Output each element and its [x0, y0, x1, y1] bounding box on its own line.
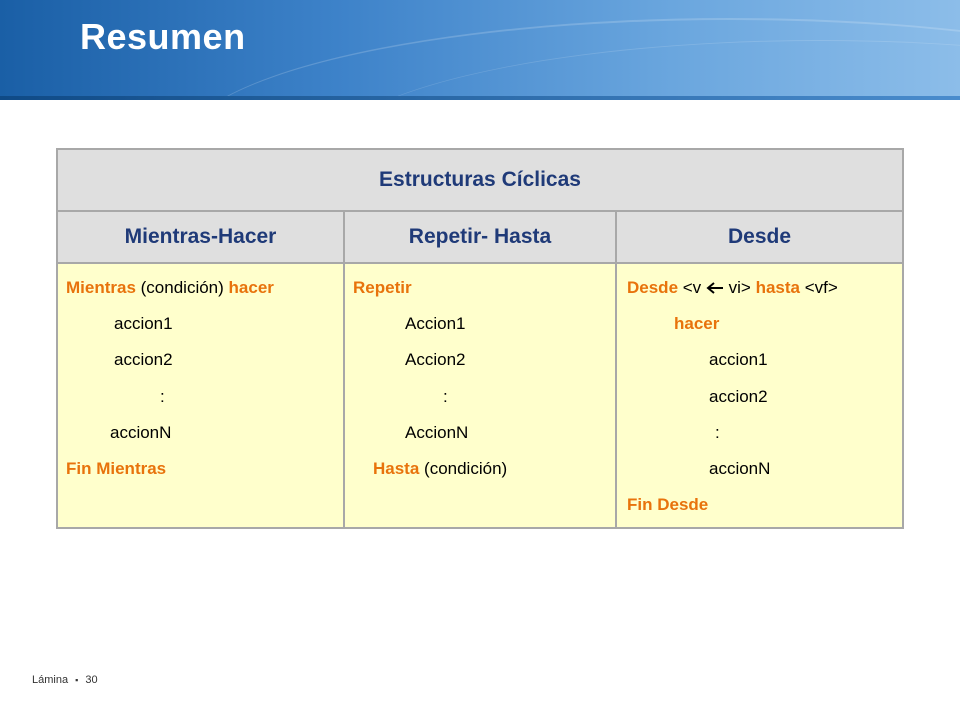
repetir-hasta-cell — [344, 263, 616, 528]
action-line: Accion1 — [405, 314, 466, 334]
ellipsis-line: : — [160, 386, 165, 406]
action-line: accionN — [709, 458, 771, 478]
code-line — [345, 451, 615, 487]
column-header-repetir: Repetir- Hasta — [344, 211, 616, 263]
footer-bullet: ▪ — [75, 675, 79, 685]
action-line: accionN — [110, 422, 172, 442]
final-value-text: <vf> — [799, 278, 838, 297]
keyword-hasta: hasta — [755, 278, 800, 297]
slide-footer — [32, 674, 98, 686]
keyword-repetir: Repetir — [353, 278, 412, 297]
table-header-row — [57, 211, 903, 263]
action-line: accion1 — [114, 314, 173, 334]
action-line: accion2 — [709, 386, 768, 406]
keyword-hasta: Hasta — [373, 458, 420, 478]
range-text: <v vi> — [678, 278, 756, 297]
ellipsis-line: : — [443, 386, 448, 406]
keyword-hacer: hacer — [228, 278, 274, 297]
column-header-desde: Desde — [616, 211, 903, 263]
action-line: AccionN — [405, 422, 469, 442]
action-line: accion2 — [114, 350, 173, 370]
keyword-fin-desde: Fin Desde — [627, 495, 709, 515]
mientras-hacer-cell — [57, 263, 344, 528]
keyword-mientras: Mientras — [66, 278, 136, 297]
left-arrow-icon — [706, 282, 724, 294]
ellipsis-line: : — [715, 422, 720, 442]
condition-text: (condición) — [135, 278, 229, 297]
code-line — [617, 270, 902, 306]
condition-text: (condición) — [419, 458, 508, 478]
desde-cell — [616, 263, 903, 528]
column-header-mientras: Mientras-Hacer — [57, 211, 344, 263]
code-line — [58, 270, 343, 306]
keyword-desde: Desde — [627, 278, 679, 297]
footer-label: Lámina — [32, 674, 69, 686]
page-number: 30 — [85, 674, 98, 686]
slide-title: Resumen — [80, 16, 246, 57]
action-line: Accion2 — [405, 350, 466, 370]
summary-table — [56, 148, 904, 529]
table-body-row — [57, 263, 903, 528]
action-line: accion1 — [709, 350, 768, 370]
keyword-hacer: hacer — [674, 314, 720, 334]
table-title: Estructuras Cíclicas — [57, 149, 903, 211]
keyword-fin-mientras: Fin Mientras — [66, 458, 167, 478]
table-title-row — [57, 149, 903, 211]
